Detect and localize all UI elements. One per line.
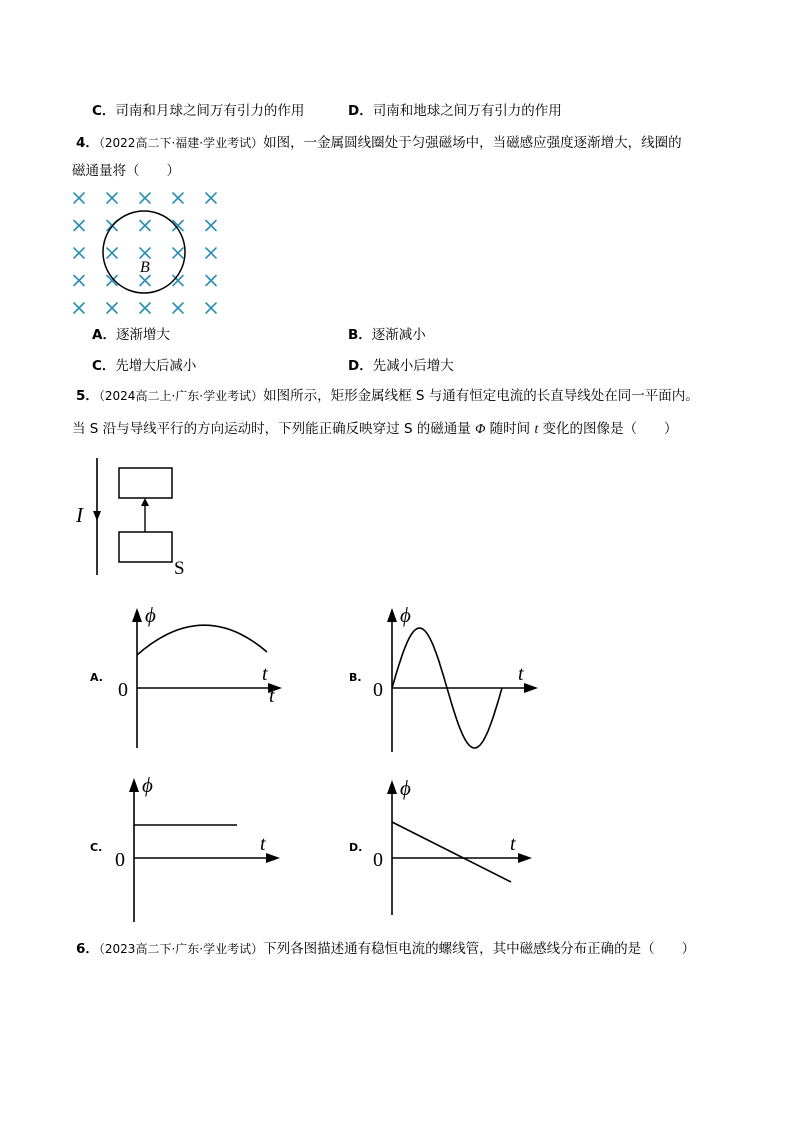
option-text: 逐渐增大 — [115, 327, 170, 343]
q6-stem — [76, 940, 695, 958]
time-symbol: t — [534, 421, 539, 436]
current-arrow-icon — [93, 511, 101, 521]
field-cross-icon — [173, 193, 183, 203]
stem-part: 当 S 沿与导线平行的方向运动时，下列能正确反映穿过 S 的磁通量 — [72, 421, 476, 437]
flux-curve — [137, 625, 267, 655]
origin-label: 0 — [115, 849, 125, 871]
x-axis-label-2: t — [269, 685, 275, 707]
field-cross-icon — [206, 193, 216, 203]
field-cross-icon — [74, 276, 84, 286]
stem-part: 随时间 — [485, 421, 535, 437]
q5-wire-frame-figure — [70, 455, 200, 580]
q4-option-d — [348, 357, 454, 375]
q5-stem-line2 — [72, 420, 678, 438]
question-source: （2024高二上·广东·学业考试） — [98, 389, 264, 403]
option-text: 先减小后增大 — [372, 358, 454, 374]
q4-magnetic-field-figure — [70, 186, 220, 316]
origin-label: 0 — [373, 679, 383, 701]
q3-option-c — [92, 102, 304, 120]
field-cross-icon — [107, 193, 117, 203]
field-cross-icon — [173, 248, 183, 258]
frame-top-position — [119, 468, 172, 498]
field-cross-icon — [206, 303, 216, 313]
current-label: I — [76, 503, 83, 527]
field-cross-icon — [107, 248, 117, 258]
question-text: 下列各图描述通有稳恒电流的螺线管，其中磁感线分布正确的是（ ） — [263, 941, 696, 957]
y-axis-label: ϕ — [142, 773, 153, 797]
option-label: B． — [348, 327, 372, 343]
question-text: 如图所示，矩形金属线框 S 与通有恒定电流的长直导线处在同一平面内。 — [263, 388, 699, 404]
field-cross-icon — [74, 248, 84, 258]
field-cross-icon — [206, 248, 216, 258]
y-axis-label: ϕ — [400, 776, 411, 800]
y-axis-arrow-icon — [387, 780, 397, 794]
x-axis-label: t — [260, 833, 266, 855]
origin-label: 0 — [118, 679, 128, 701]
field-cross-icon — [74, 221, 84, 231]
q3-option-d — [348, 102, 562, 120]
question-number: 6． — [76, 941, 99, 957]
x-axis-arrow-icon — [518, 853, 532, 863]
graph-b — [368, 600, 548, 755]
flux-curve — [392, 822, 511, 882]
option-text: 司南和地球之间万有引力的作用 — [372, 103, 562, 119]
flux-symbol: Φ — [475, 421, 486, 436]
question-number: 5． — [76, 388, 99, 404]
graph-b-option-label: B. — [349, 671, 362, 684]
origin-label: 0 — [373, 849, 383, 871]
frame-label: S — [174, 558, 185, 579]
option-label: C． — [92, 103, 116, 119]
graph-a-option-label: A. — [90, 671, 103, 684]
field-cross-icon — [140, 303, 150, 313]
stem-part: 变化的图像是（ ） — [538, 421, 678, 437]
motion-arrow-icon — [141, 498, 149, 506]
option-label: D． — [348, 358, 373, 374]
q5-stem-line1 — [76, 387, 699, 405]
field-cross-icon — [206, 221, 216, 231]
graph-d-option-label: D. — [349, 841, 363, 854]
question-text: 如图，一金属圆线圈处于匀强磁场中，当磁感应强度逐渐增大，线圈的 — [263, 135, 682, 151]
question-source: （2023高二下·广东·学业考试） — [98, 942, 264, 956]
field-cross-icon — [140, 193, 150, 203]
q4-option-c — [92, 357, 196, 375]
graph-a — [110, 600, 290, 755]
option-label: D． — [348, 103, 373, 119]
graph-c-option-label: C. — [90, 841, 103, 854]
field-cross-icon — [74, 303, 84, 313]
field-cross-icon — [107, 303, 117, 313]
field-cross-icon — [140, 248, 150, 258]
y-axis-label: ϕ — [145, 603, 156, 627]
y-axis-arrow-icon — [132, 608, 142, 622]
frame-bottom-position — [119, 532, 172, 562]
q4-stem-line1 — [76, 134, 682, 152]
field-cross-icon — [173, 303, 183, 313]
question-source: （2022高二下·福建·学业考试） — [98, 136, 264, 150]
graph-c — [110, 770, 290, 925]
q4-option-b — [348, 326, 426, 344]
field-cross-icon — [140, 276, 150, 286]
field-cross-icon — [140, 221, 150, 231]
x-axis-label: t — [518, 663, 524, 685]
graph-d — [368, 770, 548, 925]
y-axis-arrow-icon — [387, 608, 397, 622]
field-label: B — [140, 259, 150, 276]
x-axis-arrow-icon — [524, 683, 538, 693]
option-text: 逐渐减小 — [371, 327, 426, 343]
option-label: A． — [92, 327, 116, 343]
x-axis-label: t — [262, 663, 268, 685]
y-axis-arrow-icon — [129, 778, 139, 792]
q4-stem-line2: 磁通量将（ ） — [72, 163, 180, 179]
q4-option-a — [92, 326, 170, 344]
option-label: C． — [92, 358, 116, 374]
field-cross-icon — [74, 193, 84, 203]
option-text: 司南和月球之间万有引力的作用 — [115, 103, 305, 119]
option-text: 先增大后减小 — [115, 358, 197, 374]
x-axis-arrow-icon — [266, 853, 280, 863]
y-axis-label: ϕ — [400, 603, 411, 627]
question-number: 4． — [76, 135, 99, 151]
x-axis-label: t — [510, 833, 516, 855]
field-cross-icon — [206, 276, 216, 286]
